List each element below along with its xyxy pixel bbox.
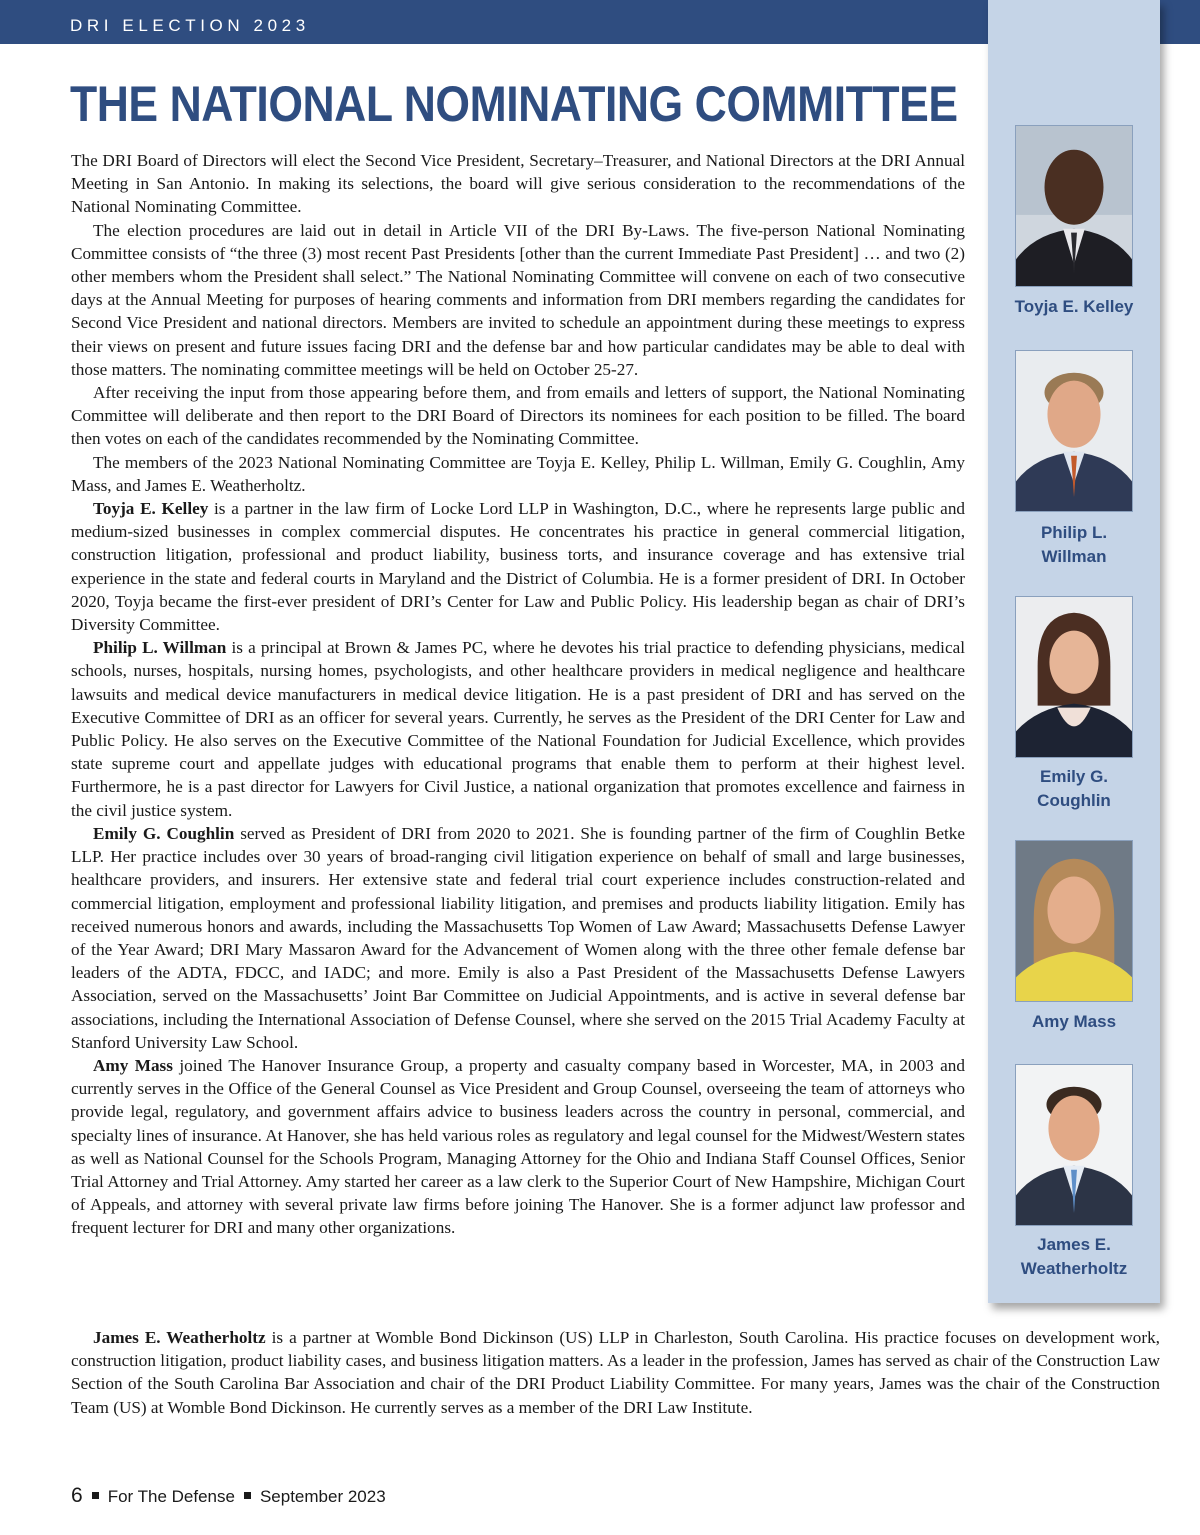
- paragraph: After receiving the input from those appearing before them, and from emails and letters of support, the National Nominating Committee will deliberate and then report to the DRI Board of Directors its nominees for each position to be filled. The board then votes on each of the candidates recommended by the Nominating Committee.: [71, 383, 965, 449]
- portrait-photo: [1015, 1064, 1133, 1226]
- portrait-caption: James E. Weatherholtz: [1020, 1235, 1128, 1278]
- bio-text: is a partner in the law firm of Locke Lord LLP in Washington, D.C., where he represents large public and medium-sized businesses in complex commercial disputes. He concentrates his practice in general commercial litigation, construction litigation, professional and product liability, business torts, and insurance coverage and has extensive trial experience in the state and federal courts in Maryland and the District of Columbia. He is a former president of DRI. In October 2020, Toyja became the first-ever president of DRI’s Center for Law and Public Policy. His leadership began as chair of DRI’s Diversity Committee.: [71, 499, 966, 635]
- portrait-caption: Amy Mass: [1031, 1012, 1117, 1031]
- bio-name: James E. Weatherholtz: [93, 1328, 266, 1347]
- bullet-separator: [244, 1492, 251, 1499]
- bullet-separator: [92, 1492, 99, 1499]
- portrait-photo: [1015, 596, 1133, 758]
- page-number: 6: [71, 1484, 83, 1507]
- portrait-photo: [1015, 840, 1133, 1002]
- bio-text: served as President of DRI from 2020 to 2021. She is founding partner of the firm of Coughlin Betke LLP. Her practice includes over 30 years of broad-ranging civil litigation experience on behalf of small and large businesses, healthcare providers, and insurers. Her extensive state and federal trial court experience includes construction-related and commercial litigation, employment and professional liability litigation, and premises and products liability litigation. Emily has received numerous honors and awards, including the Massachusetts Top Women of Law Award; Massachusetts Defense Lawyer of the Year Award; DRI Mary Massaron Award for the Advancement of Women along with the three other female defense bar leaders of the ADTA, FDCC, and IADC; and more. Emily is also a Past President of the Massachusetts Defense Lawyers Association, served on the Massachusetts’ Joint Bar Committee on Judicial Appointments, and is active in several defense bar associations, including the International Association of Defense Counsel, where she served on the 2015 Trial Academy Faculty at Stanford University Law School.: [71, 823, 966, 1052]
- bio-paragraph-weatherholtz: [71, 1326, 1160, 1419]
- article-body-full-width: [71, 1326, 1160, 1419]
- publication-name: For The Defense: [107, 1487, 235, 1506]
- section-kicker: DRI ELECTION 2023: [70, 16, 310, 35]
- page-footer: [71, 1484, 386, 1508]
- issue-date: September 2023: [259, 1487, 386, 1506]
- bio-name: Toyja E. Kelley: [93, 499, 209, 519]
- paragraph: The members of the 2023 National Nominating Committee are Toyja E. Kelley, Philip L. Willman, Emily G. Coughlin, Amy Mass, and James E. Weatherholtz.: [71, 452, 965, 495]
- bio-text: joined The Hanover Insurance Group, a property and casualty company based in Worcester, MA, in 2003 and currently serves in the Office of the General Counsel as Vice President and Group Counsel, overseeing the team of attorneys who provide legal, regulatory, and government affairs advice to business leaders across the country in personal, commercial, and specialty lines of insurance. At Hanover, she has held various roles as regulatory and legal counsel for the Midwest/Western states as well as National Counsel for the Schools Program, Managing Attorney for the Ohio and Indiana Staff Counsel Offices, Senior Trial Attorney and Trial Attorney. Amy started her career as a law clerk to the Superior Court of New Hampshire, Michigan Court of Appeals, and attorney with several private law firms before joining The Hanover. She is a former adjunct law professor and frequent lecturer for DRI and many other organizations.: [71, 1055, 965, 1238]
- bio-name: Philip L. Willman: [93, 638, 227, 658]
- bio-paragraph-kelley: [71, 497, 965, 636]
- bio-text: is a partner at Womble Bond Dickinson (US) LLP in Charleston, South Carolina. His practice focuses on development work, construction litigation, product liability cases, and business litigation matters. As a leader in the profession, James has served as chair of the Construction Law Section of the South Carolina Bar Association and chair of the DRI Product Liability Committee. For many years, James was the chair of the Construction Team (US) at Womble Bond Dickinson. He currently serves as a member of the DRI Law Institute.: [71, 1328, 1160, 1417]
- portrait-photo: [1015, 350, 1133, 512]
- portrait-caption: Philip L. Willman: [1040, 523, 1108, 566]
- bio-paragraph-coughlin: [71, 822, 965, 1054]
- portrait-photo: [1015, 125, 1133, 287]
- bio-text: is a principal at Brown & James PC, where he devotes his trial practice to defending physicians, medical schools, nurses, hospitals, nursing homes, psychologists, and other healthcare providers in medical negligence and healthcare lawsuits and medical device manufacturers in medical device litigation. He is a past president of DRI and has served on the Executive Committee of DRI as an officer for several years. Currently, he serves as the President of the DRI Center for Law and Public Policy. He also serves on the Executive Committee of the National Foundation for Judicial Excellence, which provides state supreme court and appellate judges with educational programs that enable them to perform at their highest level. Furthermore, he is a past director for Lawyers for Civil Justice, a national organization that promotes excellence and fairness in the civil justice system.: [71, 638, 965, 820]
- portrait-caption: Toyja E. Kelley: [1014, 297, 1134, 316]
- committee-photo-sidebar: [988, 0, 1160, 1303]
- article-body: [71, 149, 965, 1240]
- bio-name: Amy Mass: [93, 1055, 173, 1075]
- paragraph: The DRI Board of Directors will elect the Second Vice President, Secretary–Treasurer, and National Directors at the DRI Annual Meeting in San Antonio. In making its selections, the board will give serious consideration to the recommendations of the National Nominating Committee.: [71, 151, 965, 217]
- paragraph: The election procedures are laid out in detail in Article VII of the DRI By-Laws. The five-person National Nominating Committee consists of “the three (3) most recent Past Presidents [other than the current Immediate Past President] … and two (2) other members whom the President shall select.” The National Nominating Committee will convene on each of two consecutive days at the Annual Meeting for purposes of hearing comments and information from DRI members regarding the candidates for Second Vice President and national directors. Members are invited to schedule an appointment during these meetings to express their views on present and future issues facing DRI and the defense bar and how particular candidates may be able to deal with those matters. The nominating committee meetings will be held on October 25-27.: [71, 220, 965, 379]
- portrait-caption: Emily G. Coughlin: [1037, 767, 1111, 810]
- page-title: THE NATIONAL NOMINATING COMMITTEE: [70, 76, 958, 132]
- bio-name: Emily G. Coughlin: [93, 823, 235, 843]
- bio-paragraph-mass: [71, 1054, 965, 1240]
- bio-paragraph-willman: [71, 636, 965, 822]
